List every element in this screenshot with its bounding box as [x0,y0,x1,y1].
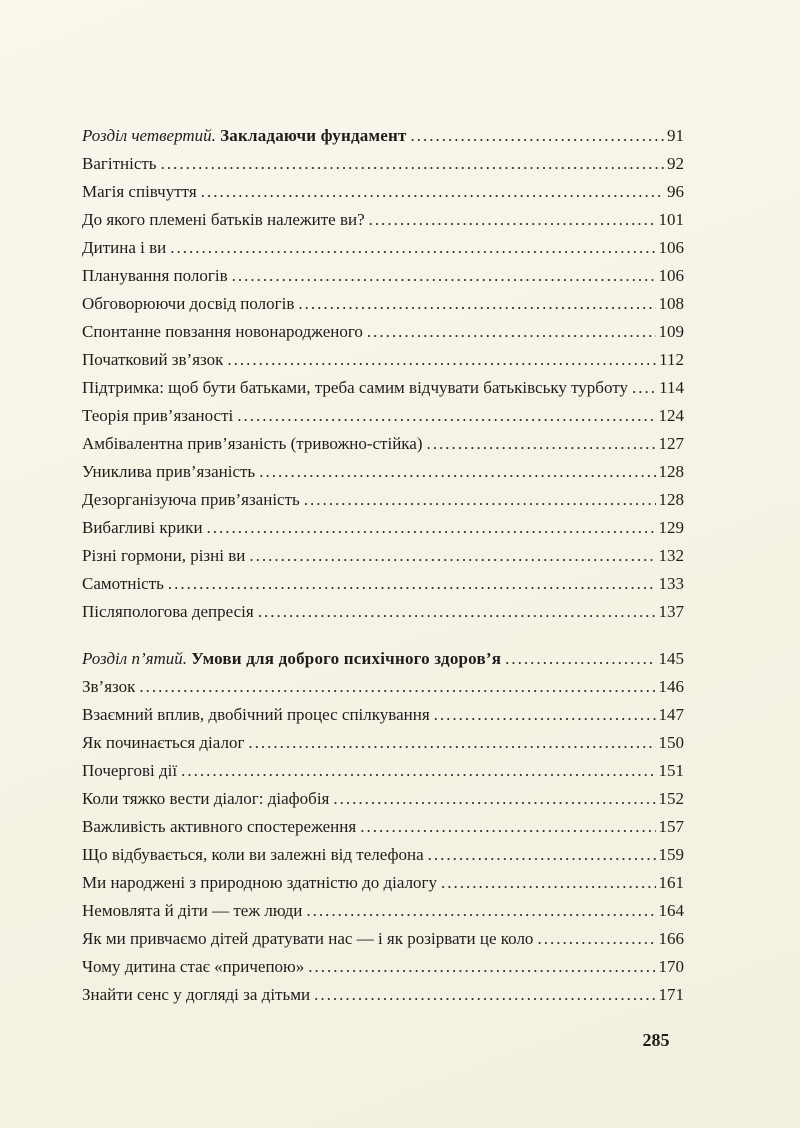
toc-entry-page: 137 [658,602,684,621]
toc-entry-row [82,262,684,290]
toc-section [82,122,684,626]
toc-entry-label: Як ми привчаємо дітей дратувати нас — і як розірвати це коло [82,929,534,948]
dot-leader [181,757,655,785]
toc-entry-row [82,570,684,598]
dot-leader [207,514,656,542]
toc-entry-label: Дезорганізуюча прив’язаність [82,490,300,509]
toc-chapter-row [82,645,684,673]
dot-leader [632,374,656,402]
dot-leader [308,953,655,981]
toc-entry-page: 112 [659,350,684,369]
toc-entry-row [82,318,684,346]
toc-entry-row [82,729,684,757]
dot-leader [232,262,656,290]
toc-entry-page: 96 [667,182,684,201]
toc-section [82,645,684,1009]
toc-entry-page: 106 [658,238,684,257]
toc-entry-label: Дитина і ви [82,238,167,257]
toc-entry-row [82,897,684,925]
toc-entry-label: Спонтанне повзання новонародженого [82,322,363,341]
toc-entry-page: 114 [659,378,684,397]
dot-leader [411,122,664,150]
toc-entry-page: 106 [658,266,684,285]
toc-entry-page: 164 [658,901,684,920]
dot-leader [369,206,656,234]
dot-leader [360,813,655,841]
toc-entry-row [82,785,684,813]
toc-entry-row [82,150,684,178]
toc-entry-label: Амбівалентна прив’язаність (тривожно-стійка) [82,434,423,453]
toc-entry-label: Вагітність [82,154,157,173]
toc-entry-page: 152 [658,789,684,808]
toc-entry-row [82,374,684,402]
dot-leader [258,598,656,626]
dot-leader [201,178,664,206]
dot-leader [170,234,655,262]
toc-entry-page: 92 [667,154,684,173]
toc-chapter-title: Закладаючи фундамент [220,126,407,145]
dot-leader [168,570,656,598]
toc-entry-page: 132 [658,546,684,565]
toc-entry-row [82,673,684,701]
toc-entry-label: Униклива прив’язаність [82,462,256,481]
toc-entry-page: 129 [658,518,684,537]
toc-entry-label: До якого племені батьків належите ви? [82,210,365,229]
toc-entry-row [82,430,684,458]
toc-entry-label: Післяпологова депресія [82,602,254,621]
toc-chapter-row [82,122,684,150]
dot-leader [427,430,656,458]
toc-entry-page: 127 [658,434,684,453]
dot-leader [441,869,655,897]
table-of-contents [82,122,684,1009]
toc-entry-page: 147 [658,705,684,724]
toc-entry-label: Зв’язок [82,677,136,696]
dot-leader [333,785,655,813]
toc-entry-label: Знайти сенс у догляді за дітьми [82,985,311,1004]
toc-entry-page: 108 [658,294,684,313]
toc-entry-row [82,869,684,897]
toc-chapter-prefix: Розділ п’ятий. [82,649,192,668]
toc-entry-row [82,290,684,318]
dot-leader [367,318,656,346]
toc-entry-row [82,925,684,953]
toc-entry-page: 150 [658,733,684,752]
dot-leader [259,458,655,486]
toc-entry-page: 157 [658,817,684,836]
dot-leader [428,841,656,869]
toc-entry-row [82,953,684,981]
toc-entry-label: Самотність [82,574,164,593]
dot-leader [139,673,655,701]
toc-entry-row [82,178,684,206]
dot-leader [227,346,656,374]
dot-leader [161,150,664,178]
toc-entry-label: Теорія прив’язаності [82,406,234,425]
toc-entry-row [82,514,684,542]
dot-leader [304,486,656,514]
page-number: 285 [642,1030,670,1050]
dot-leader [434,701,656,729]
toc-entry-row [82,598,684,626]
dot-leader [314,981,655,1009]
toc-entry-page: 159 [658,845,684,864]
toc-entry-label: Що відбувається, коли ви залежні від телефона [82,845,424,864]
toc-entry-page: 133 [658,574,684,593]
toc-entry-label: Планування пологів [82,266,228,285]
toc-entry-page: 109 [658,322,684,341]
toc-entry-row [82,458,684,486]
toc-entry-row [82,486,684,514]
toc-chapter-page: 145 [658,649,684,668]
toc-entry-label: Ми народжені з природною здатністю до діалогу [82,873,438,892]
toc-entry-row [82,542,684,570]
toc-entry-label: Різні гормони, різні ви [82,546,246,565]
dot-leader [237,402,655,430]
toc-entry-label: Важливість активного спостереження [82,817,357,836]
toc-entry-row [82,813,684,841]
toc-entry-page: 146 [658,677,684,696]
toc-entry-label: Як починається діалог [82,733,245,752]
toc-entry-row [82,234,684,262]
toc-entry-label: Вибагливі крики [82,518,203,537]
toc-chapter-prefix: Розділ четвертий. [82,126,221,145]
toc-entry-label: Коли тяжко вести діалог: діафобія [82,789,330,808]
toc-entry-label: Магія співчуття [82,182,197,201]
dot-leader [298,290,655,318]
dot-leader [537,925,655,953]
toc-entry-row [82,841,684,869]
toc-entry-label: Почергові дії [82,761,178,780]
toc-entry-page: 128 [658,490,684,509]
toc-entry-page: 101 [658,210,684,229]
toc-entry-label: Чому дитина стає «причепою» [82,957,305,976]
dot-leader [505,645,655,673]
toc-chapter-title: Умови для доброго психічного здоров’я [191,649,502,668]
toc-entry-row [82,757,684,785]
toc-chapter-page: 91 [667,126,684,145]
toc-entry-row [82,346,684,374]
toc-entry-row [82,981,684,1009]
toc-chapter-label [82,645,501,673]
toc-entry-page: 161 [658,873,684,892]
toc-entry-page: 124 [658,406,684,425]
toc-entry-label: Підтримка: щоб бути батьками, треба самим відчувати батьківську турботу [82,378,628,397]
toc-entry-label: Взаємний вплив, двобічний процес спілкування [82,705,430,724]
toc-entry-row [82,402,684,430]
toc-entry-page: 170 [658,957,684,976]
toc-entry-page: 166 [658,929,684,948]
toc-entry-row [82,701,684,729]
toc-entry-label: Обговорюючи досвід пологів [82,294,295,313]
toc-entry-label: Початковий зв’язок [82,350,224,369]
dot-leader [248,729,655,757]
dot-leader [306,897,655,925]
toc-entry-page: 128 [658,462,684,481]
toc-entry-row [82,206,684,234]
dot-leader [249,542,655,570]
toc-entry-page: 151 [658,761,684,780]
toc-chapter-label [82,122,407,150]
toc-entry-label: Немовлята й діти — теж люди [82,901,303,920]
toc-entry-page: 171 [658,985,684,1004]
